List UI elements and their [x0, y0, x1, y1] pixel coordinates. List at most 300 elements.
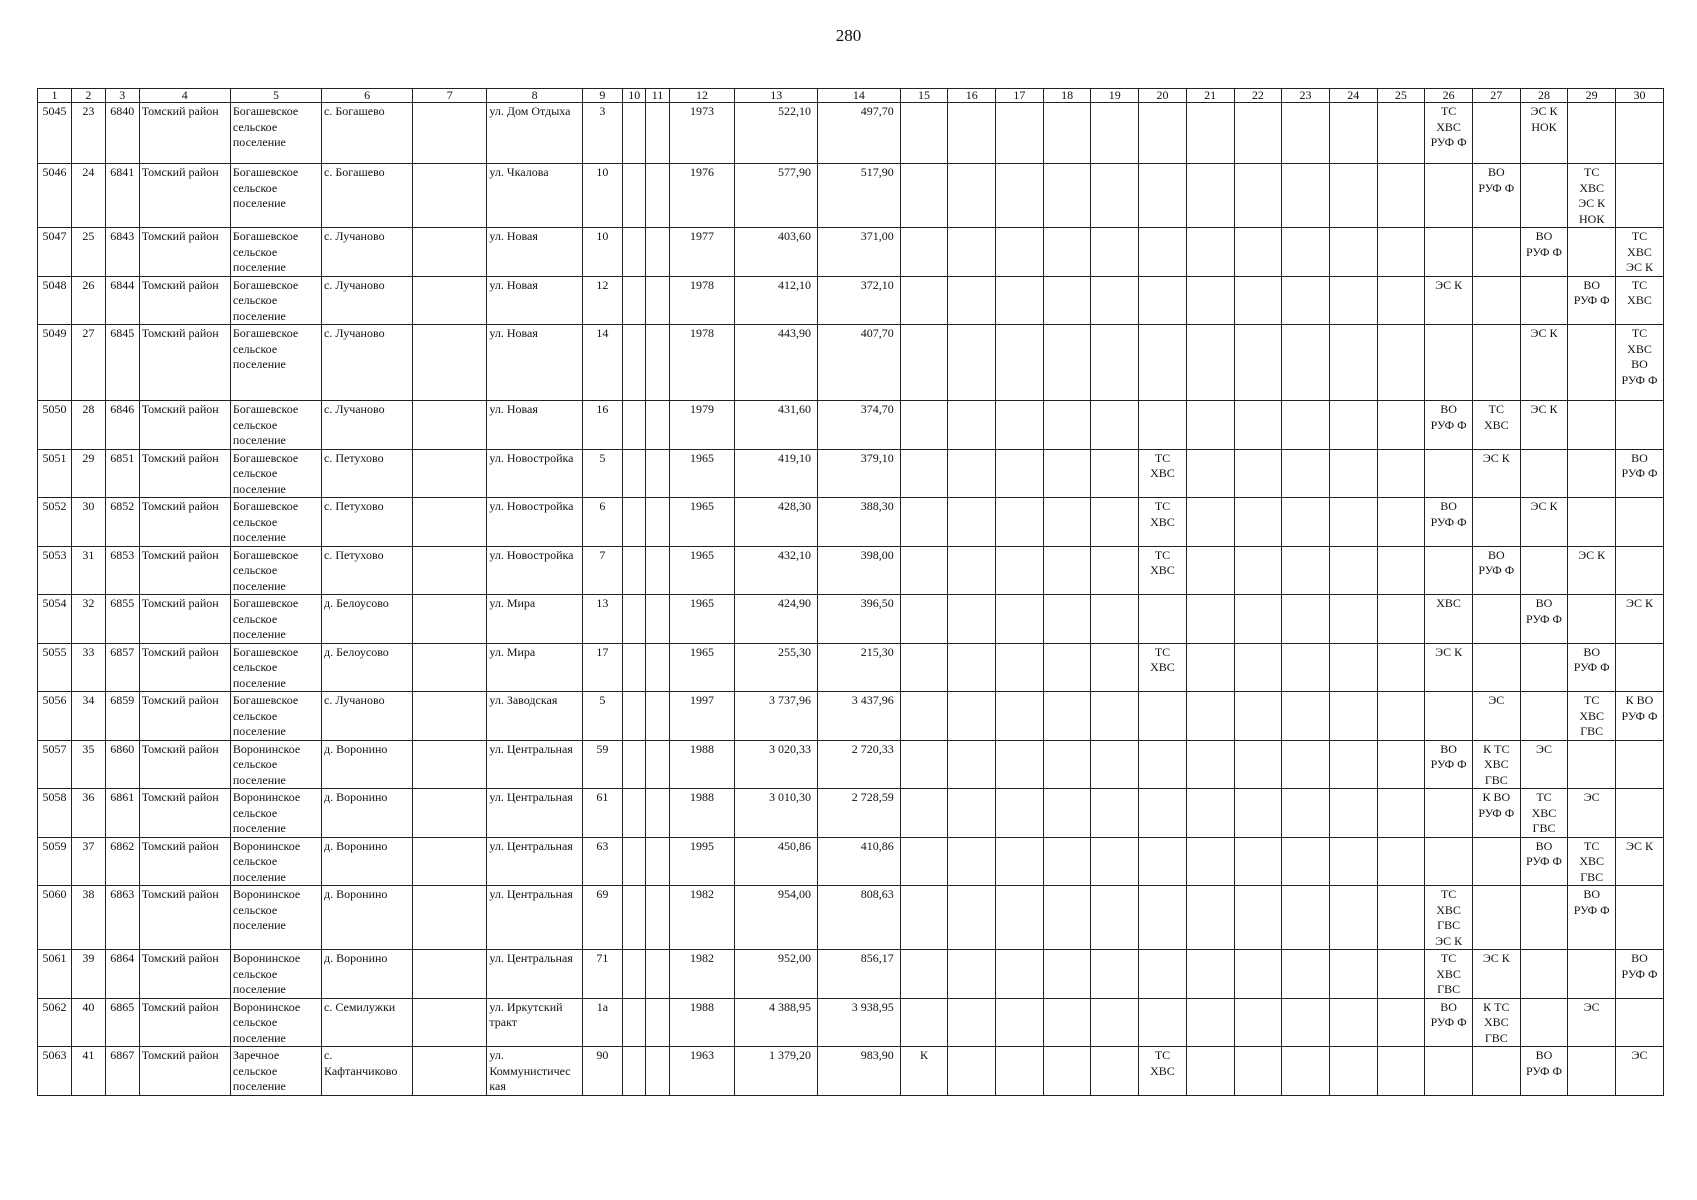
cell-col-16 — [948, 950, 996, 999]
cell-col-10 — [623, 740, 646, 789]
cell-col-1: 5050 — [38, 401, 72, 450]
cell-col-27: ЭС К — [1472, 449, 1520, 498]
cell-col-6: с. Петухово — [322, 449, 413, 498]
table-row — [38, 498, 1664, 547]
cell-col-19 — [1091, 789, 1139, 838]
cell-col-12: 1982 — [669, 950, 735, 999]
cell-col-3: 6840 — [105, 103, 139, 164]
cell-col-5: Богашевское сельское поселение — [230, 692, 321, 741]
table-row — [38, 401, 1664, 450]
cell-col-11 — [646, 740, 669, 789]
cell-col-12: 1979 — [669, 401, 735, 450]
cell-col-13: 1 379,20 — [735, 1047, 818, 1096]
cell-col-3: 6857 — [105, 643, 139, 692]
cell-col-5: Богашевское сельское поселение — [230, 546, 321, 595]
cell-col-2: 25 — [71, 228, 105, 277]
cell-col-30 — [1616, 103, 1664, 164]
cell-col-20 — [1139, 276, 1187, 325]
cell-col-21 — [1186, 643, 1234, 692]
cell-col-1: 5058 — [38, 789, 72, 838]
cell-col-19 — [1091, 498, 1139, 547]
cell-col-15 — [900, 103, 948, 164]
cell-col-21 — [1186, 837, 1234, 886]
cell-col-8: ул. Центральная — [487, 837, 582, 886]
cell-col-8: ул. Новостройка — [487, 546, 582, 595]
cell-col-22 — [1234, 546, 1282, 595]
cell-col-23 — [1282, 325, 1330, 401]
cell-col-30: ТС ХВС ЭС К — [1616, 228, 1664, 277]
cell-col-29: ВО РУФ Ф — [1568, 276, 1616, 325]
cell-col-17 — [996, 164, 1044, 228]
cell-col-29: ВО РУФ Ф — [1568, 886, 1616, 950]
cell-col-6: д. Воронино — [322, 950, 413, 999]
cell-col-12: 1965 — [669, 546, 735, 595]
cell-col-1: 5056 — [38, 692, 72, 741]
cell-col-28: ВО РУФ Ф — [1520, 837, 1568, 886]
cell-col-23 — [1282, 1047, 1330, 1096]
cell-col-4: Томский район — [139, 325, 230, 401]
cell-col-5: Богашевское сельское поселение — [230, 325, 321, 401]
cell-col-8: ул. Центральная — [487, 789, 582, 838]
cell-col-28: ЭС К — [1520, 325, 1568, 401]
cell-col-27 — [1472, 325, 1520, 401]
cell-col-27: ВО РУФ Ф — [1472, 164, 1520, 228]
cell-col-13: 3 020,33 — [735, 740, 818, 789]
cell-col-7 — [413, 449, 487, 498]
cell-col-1: 5051 — [38, 449, 72, 498]
cell-col-21 — [1186, 401, 1234, 450]
cell-col-4: Томский район — [139, 950, 230, 999]
cell-col-24 — [1329, 401, 1377, 450]
cell-col-12: 1988 — [669, 740, 735, 789]
cell-col-5: Воронинское сельское поселение — [230, 998, 321, 1047]
cell-col-16 — [948, 325, 996, 401]
cell-col-28: ЭС К — [1520, 498, 1568, 547]
cell-col-12: 1977 — [669, 228, 735, 277]
cell-col-17 — [996, 950, 1044, 999]
cell-col-20 — [1139, 228, 1187, 277]
cell-col-29: ТС ХВС ЭС К НОК — [1568, 164, 1616, 228]
cell-col-1: 5047 — [38, 228, 72, 277]
cell-col-15 — [900, 789, 948, 838]
cell-col-9: 12 — [582, 276, 622, 325]
cell-col-9: 6 — [582, 498, 622, 547]
cell-col-11 — [646, 401, 669, 450]
cell-col-21 — [1186, 789, 1234, 838]
cell-col-25 — [1377, 740, 1425, 789]
cell-col-29 — [1568, 740, 1616, 789]
cell-col-4: Томский район — [139, 740, 230, 789]
cell-col-17 — [996, 1047, 1044, 1096]
cell-col-1: 5063 — [38, 1047, 72, 1096]
cell-col-24 — [1329, 449, 1377, 498]
cell-col-9: 13 — [582, 595, 622, 644]
cell-col-12: 1988 — [669, 789, 735, 838]
cell-col-28: ЭС К — [1520, 401, 1568, 450]
cell-col-8: ул. Мира — [487, 595, 582, 644]
cell-col-28: ВО РУФ Ф — [1520, 228, 1568, 277]
cell-col-19 — [1091, 837, 1139, 886]
cell-col-17 — [996, 692, 1044, 741]
cell-col-11 — [646, 276, 669, 325]
cell-col-14: 215,30 — [818, 643, 901, 692]
cell-col-14: 398,00 — [818, 546, 901, 595]
cell-col-26 — [1425, 692, 1473, 741]
cell-col-19 — [1091, 325, 1139, 401]
cell-col-23 — [1282, 276, 1330, 325]
cell-col-11 — [646, 449, 669, 498]
cell-col-16 — [948, 595, 996, 644]
cell-col-27 — [1472, 595, 1520, 644]
column-header-20: 20 — [1139, 89, 1187, 103]
column-header-5: 5 — [230, 89, 321, 103]
column-header-12: 12 — [669, 89, 735, 103]
cell-col-13: 432,10 — [735, 546, 818, 595]
cell-col-18 — [1043, 228, 1091, 277]
cell-col-8: ул. Центральная — [487, 950, 582, 999]
cell-col-30 — [1616, 740, 1664, 789]
cell-col-14: 983,90 — [818, 1047, 901, 1096]
cell-col-11 — [646, 228, 669, 277]
cell-col-29 — [1568, 103, 1616, 164]
cell-col-23 — [1282, 449, 1330, 498]
cell-col-25 — [1377, 325, 1425, 401]
cell-col-20 — [1139, 950, 1187, 999]
cell-col-25 — [1377, 498, 1425, 547]
table-row — [38, 276, 1664, 325]
cell-col-12: 1973 — [669, 103, 735, 164]
cell-col-28 — [1520, 998, 1568, 1047]
cell-col-19 — [1091, 1047, 1139, 1096]
cell-col-7 — [413, 228, 487, 277]
cell-col-30 — [1616, 789, 1664, 838]
cell-col-17 — [996, 595, 1044, 644]
cell-col-30: ТС ХВС ВО РУФ Ф — [1616, 325, 1664, 401]
cell-col-3: 6843 — [105, 228, 139, 277]
cell-col-23 — [1282, 595, 1330, 644]
cell-col-4: Томский район — [139, 692, 230, 741]
cell-col-29: ЭС — [1568, 998, 1616, 1047]
cell-col-7 — [413, 498, 487, 547]
column-header-6: 6 — [322, 89, 413, 103]
cell-col-11 — [646, 950, 669, 999]
cell-col-11 — [646, 164, 669, 228]
column-number-header-row — [38, 89, 1664, 103]
cell-col-28 — [1520, 950, 1568, 999]
cell-col-17 — [996, 837, 1044, 886]
cell-col-3: 6845 — [105, 325, 139, 401]
cell-col-17 — [996, 998, 1044, 1047]
cell-col-17 — [996, 276, 1044, 325]
cell-col-6: д. Воронино — [322, 837, 413, 886]
cell-col-23 — [1282, 789, 1330, 838]
cell-col-25 — [1377, 401, 1425, 450]
cell-col-8: ул. Новостройка — [487, 498, 582, 547]
cell-col-29 — [1568, 1047, 1616, 1096]
cell-col-13: 522,10 — [735, 103, 818, 164]
cell-col-10 — [623, 325, 646, 401]
cell-col-6: с. Семилужки — [322, 998, 413, 1047]
cell-col-18 — [1043, 103, 1091, 164]
cell-col-27: ЭС К — [1472, 950, 1520, 999]
cell-col-14: 407,70 — [818, 325, 901, 401]
cell-col-6: с. Петухово — [322, 546, 413, 595]
cell-col-16 — [948, 228, 996, 277]
cell-col-27 — [1472, 1047, 1520, 1096]
cell-col-6: д. Воронино — [322, 886, 413, 950]
cell-col-21 — [1186, 950, 1234, 999]
cell-col-17 — [996, 546, 1044, 595]
column-header-22: 22 — [1234, 89, 1282, 103]
column-header-18: 18 — [1043, 89, 1091, 103]
column-header-2: 2 — [71, 89, 105, 103]
cell-col-23 — [1282, 103, 1330, 164]
column-header-24: 24 — [1329, 89, 1377, 103]
cell-col-17 — [996, 886, 1044, 950]
cell-col-3: 6846 — [105, 401, 139, 450]
page-number: 280 — [835, 26, 862, 45]
cell-col-18 — [1043, 276, 1091, 325]
cell-col-2: 26 — [71, 276, 105, 325]
cell-col-13: 403,60 — [735, 228, 818, 277]
cell-col-29 — [1568, 325, 1616, 401]
cell-col-10 — [623, 998, 646, 1047]
cell-col-27: К ТС ХВС ГВС — [1472, 740, 1520, 789]
cell-col-30: ЭС К — [1616, 837, 1664, 886]
cell-col-30: ЭС — [1616, 1047, 1664, 1096]
housing-register-table — [37, 88, 1664, 1096]
cell-col-1: 5046 — [38, 164, 72, 228]
cell-col-15 — [900, 164, 948, 228]
table-row — [38, 228, 1664, 277]
column-header-4: 4 — [139, 89, 230, 103]
cell-col-22 — [1234, 1047, 1282, 1096]
cell-col-9: 17 — [582, 643, 622, 692]
cell-col-23 — [1282, 228, 1330, 277]
cell-col-22 — [1234, 401, 1282, 450]
cell-col-3: 6855 — [105, 595, 139, 644]
cell-col-26 — [1425, 449, 1473, 498]
cell-col-24 — [1329, 998, 1377, 1047]
cell-col-16 — [948, 692, 996, 741]
cell-col-29: ТС ХВС ГВС — [1568, 837, 1616, 886]
cell-col-1: 5057 — [38, 740, 72, 789]
cell-col-18 — [1043, 692, 1091, 741]
cell-col-2: 27 — [71, 325, 105, 401]
column-header-14: 14 — [818, 89, 901, 103]
cell-col-20 — [1139, 740, 1187, 789]
cell-col-28 — [1520, 276, 1568, 325]
table-row — [38, 546, 1664, 595]
cell-col-14: 856,17 — [818, 950, 901, 999]
cell-col-15 — [900, 595, 948, 644]
cell-col-23 — [1282, 837, 1330, 886]
cell-col-27: К ВО РУФ Ф — [1472, 789, 1520, 838]
column-header-15: 15 — [900, 89, 948, 103]
cell-col-1: 5048 — [38, 276, 72, 325]
cell-col-25 — [1377, 692, 1425, 741]
cell-col-10 — [623, 546, 646, 595]
cell-col-8: ул. Дом Отдыха — [487, 103, 582, 164]
cell-col-1: 5054 — [38, 595, 72, 644]
cell-col-18 — [1043, 595, 1091, 644]
cell-col-25 — [1377, 164, 1425, 228]
cell-col-17 — [996, 789, 1044, 838]
cell-col-7 — [413, 546, 487, 595]
cell-col-20 — [1139, 886, 1187, 950]
cell-col-18 — [1043, 449, 1091, 498]
cell-col-16 — [948, 789, 996, 838]
cell-col-5: Богашевское сельское поселение — [230, 276, 321, 325]
cell-col-28: ВО РУФ Ф — [1520, 1047, 1568, 1096]
cell-col-11 — [646, 998, 669, 1047]
cell-col-19 — [1091, 546, 1139, 595]
cell-col-29 — [1568, 498, 1616, 547]
cell-col-18 — [1043, 998, 1091, 1047]
cell-col-27: К ТС ХВС ГВС — [1472, 998, 1520, 1047]
cell-col-11 — [646, 1047, 669, 1096]
cell-col-25 — [1377, 449, 1425, 498]
table-row — [38, 789, 1664, 838]
cell-col-3: 6867 — [105, 1047, 139, 1096]
cell-col-23 — [1282, 998, 1330, 1047]
cell-col-10 — [623, 1047, 646, 1096]
cell-col-29 — [1568, 595, 1616, 644]
cell-col-20 — [1139, 103, 1187, 164]
cell-col-19 — [1091, 276, 1139, 325]
cell-col-14: 517,90 — [818, 164, 901, 228]
cell-col-26: ТС ХВС ГВС — [1425, 950, 1473, 999]
cell-col-5: Воронинское сельское поселение — [230, 789, 321, 838]
cell-col-6: с. Лучаново — [322, 228, 413, 277]
cell-col-15 — [900, 643, 948, 692]
cell-col-15 — [900, 498, 948, 547]
cell-col-13: 255,30 — [735, 643, 818, 692]
cell-col-6: с. Лучаново — [322, 692, 413, 741]
cell-col-6: с. Богашево — [322, 103, 413, 164]
table-row — [38, 998, 1664, 1047]
cell-col-9: 69 — [582, 886, 622, 950]
cell-col-27 — [1472, 498, 1520, 547]
cell-col-4: Томский район — [139, 1047, 230, 1096]
cell-col-10 — [623, 449, 646, 498]
cell-col-28: ЭС К НОК — [1520, 103, 1568, 164]
cell-col-22 — [1234, 886, 1282, 950]
cell-col-25 — [1377, 998, 1425, 1047]
cell-col-27 — [1472, 276, 1520, 325]
cell-col-3: 6865 — [105, 998, 139, 1047]
cell-col-23 — [1282, 692, 1330, 741]
cell-col-26 — [1425, 1047, 1473, 1096]
cell-col-24 — [1329, 740, 1377, 789]
cell-col-18 — [1043, 789, 1091, 838]
cell-col-11 — [646, 546, 669, 595]
cell-col-30 — [1616, 998, 1664, 1047]
cell-col-13: 577,90 — [735, 164, 818, 228]
cell-col-8: ул. Новая — [487, 276, 582, 325]
table-row — [38, 449, 1664, 498]
cell-col-2: 32 — [71, 595, 105, 644]
cell-col-3: 6844 — [105, 276, 139, 325]
cell-col-21 — [1186, 546, 1234, 595]
cell-col-13: 412,10 — [735, 276, 818, 325]
cell-col-16 — [948, 498, 996, 547]
cell-col-17 — [996, 498, 1044, 547]
column-header-25: 25 — [1377, 89, 1425, 103]
cell-col-22 — [1234, 740, 1282, 789]
cell-col-8: ул. Центральная — [487, 740, 582, 789]
cell-col-16 — [948, 740, 996, 789]
cell-col-14: 808,63 — [818, 886, 901, 950]
cell-col-7 — [413, 692, 487, 741]
cell-col-28 — [1520, 449, 1568, 498]
column-header-29: 29 — [1568, 89, 1616, 103]
cell-col-24 — [1329, 595, 1377, 644]
column-header-28: 28 — [1520, 89, 1568, 103]
cell-col-10 — [623, 228, 646, 277]
cell-col-7 — [413, 998, 487, 1047]
cell-col-19 — [1091, 401, 1139, 450]
cell-col-10 — [623, 692, 646, 741]
cell-col-5: Богашевское сельское поселение — [230, 643, 321, 692]
cell-col-10 — [623, 643, 646, 692]
cell-col-30: К ВО РУФ Ф — [1616, 692, 1664, 741]
cell-col-16 — [948, 546, 996, 595]
cell-col-20 — [1139, 998, 1187, 1047]
cell-col-24 — [1329, 692, 1377, 741]
cell-col-19 — [1091, 449, 1139, 498]
cell-col-26: ТС ХВС ГВС ЭС К — [1425, 886, 1473, 950]
cell-col-12: 1995 — [669, 837, 735, 886]
cell-col-27 — [1472, 643, 1520, 692]
cell-col-22 — [1234, 276, 1282, 325]
cell-col-26: ЭС К — [1425, 276, 1473, 325]
cell-col-18 — [1043, 886, 1091, 950]
cell-col-7 — [413, 789, 487, 838]
cell-col-10 — [623, 886, 646, 950]
cell-col-7 — [413, 950, 487, 999]
cell-col-10 — [623, 276, 646, 325]
cell-col-10 — [623, 401, 646, 450]
column-header-23: 23 — [1282, 89, 1330, 103]
cell-col-9: 61 — [582, 789, 622, 838]
cell-col-29 — [1568, 950, 1616, 999]
cell-col-22 — [1234, 643, 1282, 692]
cell-col-3: 6841 — [105, 164, 139, 228]
cell-col-17 — [996, 643, 1044, 692]
cell-col-19 — [1091, 998, 1139, 1047]
cell-col-2: 36 — [71, 789, 105, 838]
cell-col-24 — [1329, 789, 1377, 838]
cell-col-12: 1978 — [669, 276, 735, 325]
cell-col-21 — [1186, 276, 1234, 325]
cell-col-25 — [1377, 837, 1425, 886]
cell-col-22 — [1234, 950, 1282, 999]
cell-col-15 — [900, 837, 948, 886]
cell-col-18 — [1043, 740, 1091, 789]
cell-col-10 — [623, 498, 646, 547]
cell-col-22 — [1234, 164, 1282, 228]
cell-col-30 — [1616, 886, 1664, 950]
cell-col-4: Томский район — [139, 276, 230, 325]
cell-col-11 — [646, 103, 669, 164]
cell-col-21 — [1186, 740, 1234, 789]
cell-col-8: ул. Центральная — [487, 886, 582, 950]
cell-col-9: 5 — [582, 692, 622, 741]
cell-col-10 — [623, 837, 646, 886]
cell-col-26: ВО РУФ Ф — [1425, 998, 1473, 1047]
cell-col-24 — [1329, 325, 1377, 401]
